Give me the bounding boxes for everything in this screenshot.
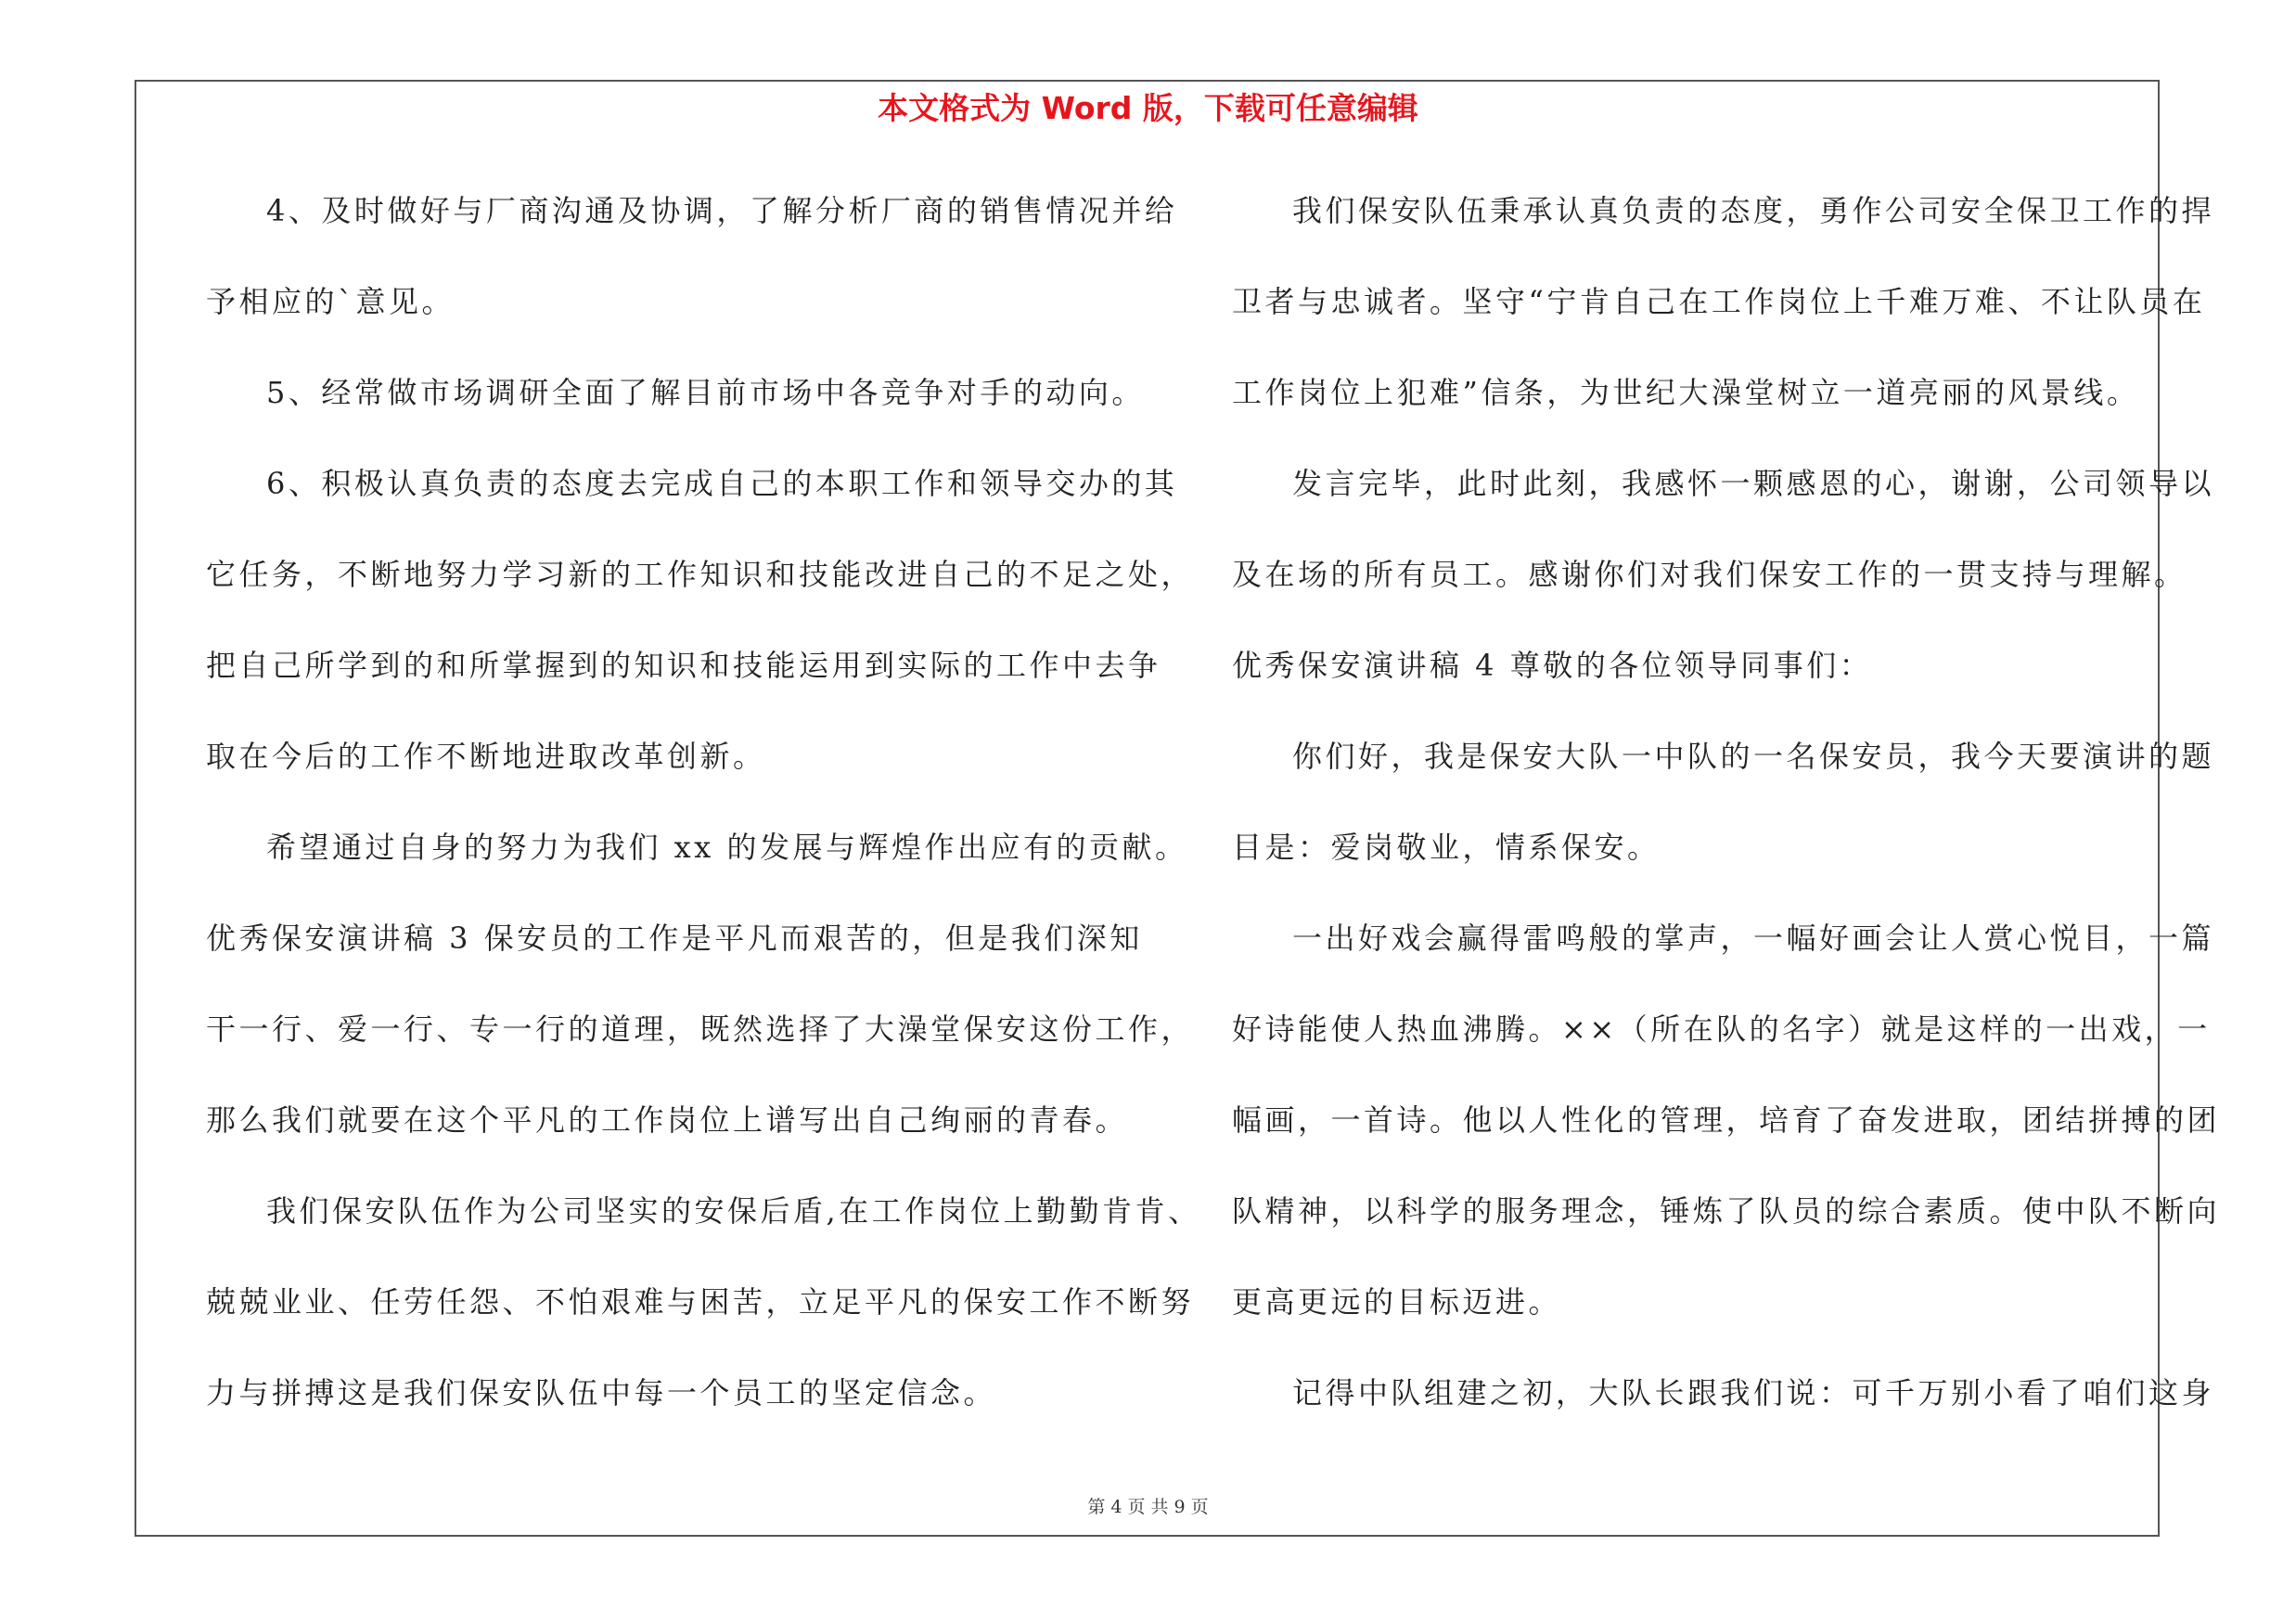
paragraph-line: 卫者与忠诚者。坚守“宁肯自己在工作岗位上千难万难、不让队员在 xyxy=(1232,284,2206,319)
paragraph-line: 目是：爱岗敬业，情系保安。 xyxy=(1232,830,1661,865)
paragraph-line: 4、及时做好与厂商沟通及协调，了解分析厂商的销售情况并给 xyxy=(266,193,1178,228)
page-number-footer: 第 4 页 共 9 页 xyxy=(1087,1497,1209,1517)
paragraph-line: 5、经常做市场调研全面了解目前市场中各竞争对手的动向。 xyxy=(266,375,1145,410)
paragraph-line: 更高更远的目标迈进。 xyxy=(1232,1284,1562,1320)
paragraph-line: 把自己所学到的和所掌握到的知识和技能运用到实际的工作中去争 xyxy=(206,648,1161,683)
paragraph-line: 队精神，以科学的服务理念，锤炼了队员的综合素质。使中队不断向 xyxy=(1232,1193,2221,1229)
paragraph-line: 力与拼搏这是我们保安队伍中每一个员工的坚定信念。 xyxy=(206,1375,997,1410)
paragraph-line: 那么我们就要在这个平凡的工作岗位上谱写出自己绚丽的青春。 xyxy=(206,1102,1129,1138)
paragraph-line: 一出好戏会赢得雷鸣般的掌声，一幅好画会让人赏心悦目，一篇 xyxy=(1292,921,2215,956)
paragraph-line: 它任务，不断地努力学习新的工作知识和技能改进自己的不足之处， xyxy=(206,557,1195,592)
right-text-column xyxy=(1232,184,2221,1457)
left-text-column xyxy=(206,184,1201,1457)
paragraph-line: 兢兢业业、任劳任怨、不怕艰难与困苦，立足平凡的保安工作不断努 xyxy=(206,1284,1195,1320)
paragraph-line: 我们保安队伍秉承认真负责的态度，勇作公司安全保卫工作的捍 xyxy=(1292,193,2215,228)
paragraph-line: 发言完毕，此时此刻，我感怀一颗感恩的心，谢谢，公司领导以 xyxy=(1292,466,2215,501)
paragraph-line: 6、积极认真负责的态度去完成自己的本职工作和领导交办的其 xyxy=(266,466,1178,501)
paragraph-line: 优秀保安演讲稿 4 尊敬的各位领导同事们： xyxy=(1232,648,1873,683)
paragraph-line: 好诗能使人热血沸腾。××（所在队的名字）就是这样的一出戏，一 xyxy=(1232,1011,2211,1047)
paragraph-line: 及在场的所有员工。感谢你们对我们保安工作的一贯支持与理解。 xyxy=(1232,557,2187,592)
paragraph-line: 工作岗位上犯难”信条，为世纪大澡堂树立一道亮丽的风景线。 xyxy=(1232,375,2140,410)
paragraph-line: 优秀保安演讲稿 3 保安员的工作是平凡而艰苦的，但是我们深知 xyxy=(206,921,1143,956)
paragraph-line: 你们好，我是保安大队一中队的一名保安员，我今天要演讲的题 xyxy=(1292,739,2215,774)
paragraph-line: 我们保安队伍作为公司坚实的安保后盾,在工作岗位上勤勤肯肯、 xyxy=(266,1193,1201,1229)
paragraph-line: 幅画，一首诗。他以人性化的管理，培育了奋发进取，团结拼搏的团 xyxy=(1232,1102,2221,1138)
paragraph-line: 希望通过自身的努力为我们 xx 的发展与辉煌作出应有的贡献。 xyxy=(266,830,1188,865)
paragraph-line: 予相应的`意见。 xyxy=(206,284,455,319)
paragraph-line: 记得中队组建之初，大队长跟我们说：可千万别小看了咱们这身 xyxy=(1292,1375,2215,1410)
document-header-title: 本文格式为 Word 版，下载可任意编辑 xyxy=(878,90,1418,126)
paragraph-line: 干一行、爱一行、专一行的道理，既然选择了大澡堂保安这份工作， xyxy=(206,1011,1195,1047)
paragraph-line: 取在今后的工作不断地进取改革创新。 xyxy=(206,739,766,774)
